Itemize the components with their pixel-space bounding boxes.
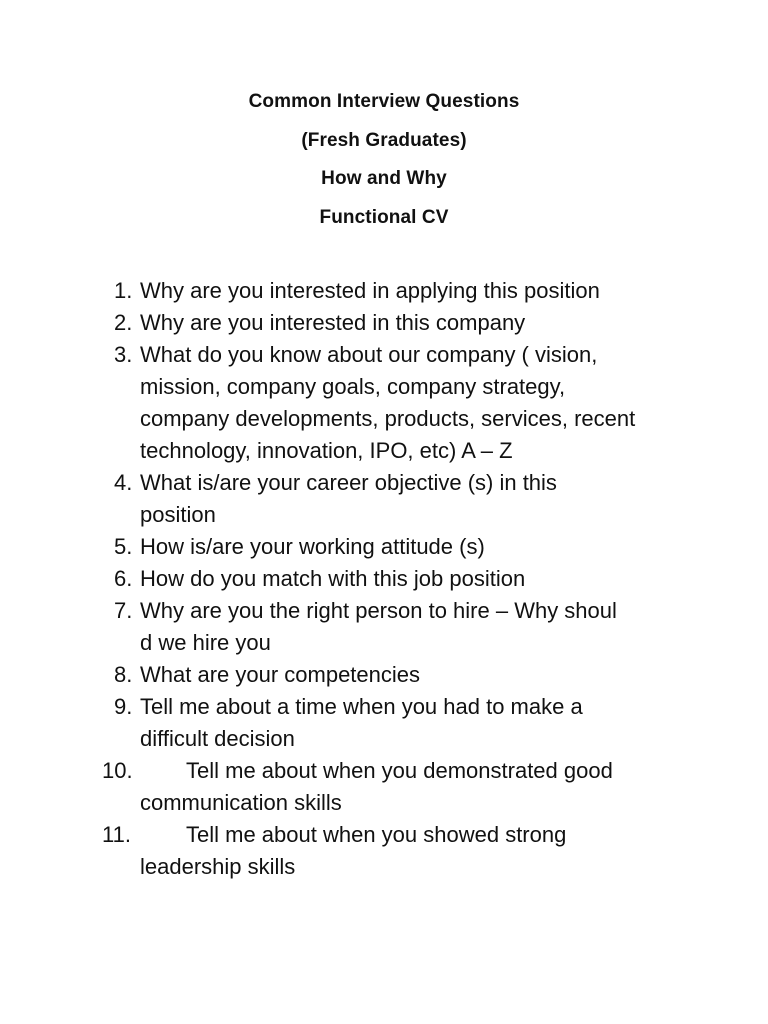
list-item [102,755,674,819]
item-text [140,755,674,787]
item-text: position [140,502,216,527]
item-text: mission, company goals, company strategy, [140,374,566,399]
item-number: 7. [114,598,133,623]
item-number: 6. [114,566,133,591]
item-text: Why are you interested in this company [140,310,526,335]
title-line: Common Interview Questions [248,91,520,112]
subtitle-line: Functional CV [319,206,449,228]
subtitle-line: How and Why [321,168,447,189]
item-text-line: Tell me about when you demonstrated good [186,758,613,783]
list-item [114,531,674,563]
item-number: 1. [114,278,133,303]
item-text-line: Tell me about when you showed strong [186,822,567,847]
item-number: 10. [102,758,133,783]
list-item [114,691,674,755]
list-item [114,595,674,659]
item-text: communication skills [140,790,342,815]
item-number: 5. [114,534,133,559]
question-list [102,275,674,883]
item-text: What do you know about our company ( vision, [140,342,598,367]
item-text: Why are you interested in applying this position [140,278,600,303]
item-text: leadership skills [140,854,296,879]
item-text: company developments, products, services, recent [140,406,636,431]
item-number: 3. [114,342,133,367]
item-number: 8. [114,662,133,687]
list-item [114,467,674,531]
item-text: Why are you the right person to hire – Why shoul [140,598,617,623]
item-text: How do you match with this job position [140,566,526,591]
list-item [114,339,674,467]
item-text: What are your competencies [140,662,421,687]
subtitle-line: (Fresh Graduates) [301,129,467,151]
list-item [114,659,674,691]
item-number: 4. [114,470,133,495]
list-item [102,819,674,883]
item-number: 11. [102,822,131,847]
item-text: How is/are your working attitude (s) [140,534,485,559]
item-text: Tell me about a time when you had to make a [140,694,583,719]
item-text: d we hire you [140,630,271,655]
item-text: technology, innovation, IPO, etc) A – Z [140,438,513,463]
item-text [140,819,674,851]
list-item [114,563,674,595]
item-number: 9. [114,694,133,719]
document-title [0,88,768,242]
item-number: 2. [114,310,133,335]
list-item [114,307,674,339]
list-item [114,275,674,307]
item-text: difficult decision [140,726,295,751]
item-text: What is/are your career objective (s) in this [140,470,557,495]
